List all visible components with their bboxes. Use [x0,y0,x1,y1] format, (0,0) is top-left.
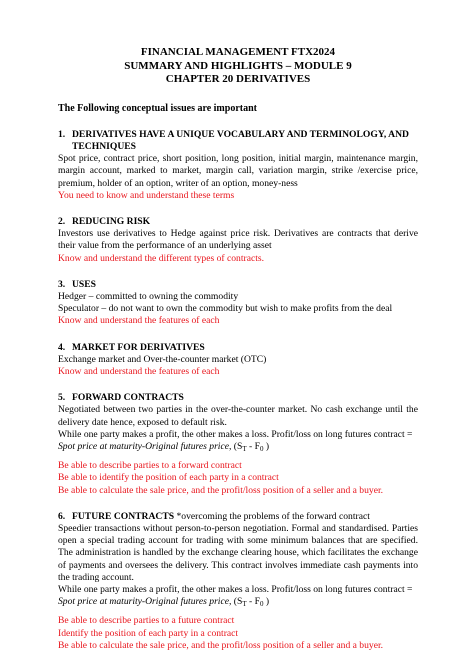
section-title: USES [72,278,96,290]
section-number: 6. [58,510,66,522]
formula-sub-t: T [242,600,247,609]
section-note: Be able to describe parties to a future contract [58,615,235,627]
profit-formula [58,441,418,455]
section-body: Investors use derivatives to Hedge against price risk. Derivatives are contracts that derive their value from the performance of an underlying asset [58,228,418,252]
formula-open: (S [233,440,243,452]
section-heading [58,216,418,228]
section-title-note: *overcoming the problems of the forward contract [174,510,370,522]
section-note: Know and understand the features of each [58,365,220,377]
section-body-profit: While one party makes a profit, the other makes a loss. Profit/loss on long futures contract = [58,428,413,440]
module-title: SUMMARY AND HIGHLIGHTS – MODULE 9 [124,59,352,72]
section-number: 5. [58,392,66,404]
section-vocabulary [58,129,418,202]
section-title: REDUCING RISK [72,215,151,227]
formula-open: (S [233,596,243,608]
section-body: Speedier transactions without person-to-person negotiation. Formal and standardised. Parties open a special trading account for trading with some minimum balances that are specified. The administration is handled by the exchange clearing house, which facilitates the exchange of payments and oversees the delivery. This contract involves immediate cash payments into the trading account. [58,522,418,583]
formula-sub-0: 0 [259,444,264,453]
section-note: Be able to describe parties to a forward contract [58,460,242,472]
section-title: MARKET FOR DERIVATIVES [72,341,205,353]
course-title: FINANCIAL MANAGEMENT FTX2024 [140,46,336,58]
section-title: FORWARD CONTRACTS [72,392,184,404]
section-number: 1. [58,128,66,140]
formula-sub-0: 0 [259,600,264,609]
section-market [58,342,418,379]
speculator-line: Speculator – do not want to own the commodity but wish to make profits from the deal [58,303,393,315]
section-uses [58,279,418,328]
document-header [58,46,418,87]
section-heading [58,511,418,523]
section-title: FUTURE CONTRACTS [72,510,175,522]
section-note: Know and understand the features of each [58,315,220,327]
section-body: Negotiated between two parties in the over-the-counter market. No cash exchange until the delivery date hence, exposed to default risk. [58,404,418,428]
section-future-contracts [58,511,418,652]
section-heading [58,129,418,153]
section-note: Know and understand the different types of contracts. [58,252,265,264]
section-note: Identify the position of each party in a contract [58,627,239,639]
chapter-title: CHAPTER 20 DERIVATIVES [165,73,311,85]
section-number: 3. [58,278,66,290]
section-number: 4. [58,341,66,353]
formula-mid: - F [246,596,260,608]
formula-mid: - F [246,440,260,452]
section-note: Be able to identify the position of each party in a contract [58,472,279,484]
section-heading [58,342,418,354]
formula-text: Spot price at maturity-Original futures price, [58,440,232,452]
section-body: Spot price, contract price, short position, long position, initial margin, maintenance margin, margin account, marked to market, margin call, variation margin, strike /exercise price, premium, holder of an option, writer of an option, money-ness [58,153,418,189]
section-body-profit: While one party makes a profit, the other makes a loss. Profit/loss on long futures contract = [58,584,413,595]
section-forward-contracts [58,392,418,497]
formula-close: ) [265,440,270,452]
section-title: DERIVATIVES HAVE A UNIQUE VOCABULARY AND TERMINOLOGY, AND TECHNIQUES [72,128,409,152]
section-heading [58,392,418,404]
section-heading [58,279,418,291]
section-note: You need to know and understand these terms [58,189,235,201]
formula-text: Spot price at maturity-Original futures price, [58,596,232,608]
section-body: Exchange market and Over-the-counter market (OTC) [58,353,267,365]
formula-close: ) [265,596,270,608]
formula-sub-t: T [242,444,247,453]
section-note: Be able to calculate the sale price, and the profit/loss position of a seller and a buyer. [58,639,384,651]
section-number: 2. [58,215,66,227]
section-note: Be able to calculate the sale price, and the profit/loss position of a seller and a buyer. [58,484,384,496]
hedger-line: Hedger – committed to owning the commodity [58,290,239,302]
section-reducing-risk [58,216,418,265]
profit-formula [58,596,418,610]
intro-text: The Following conceptual issues are important [58,102,257,114]
